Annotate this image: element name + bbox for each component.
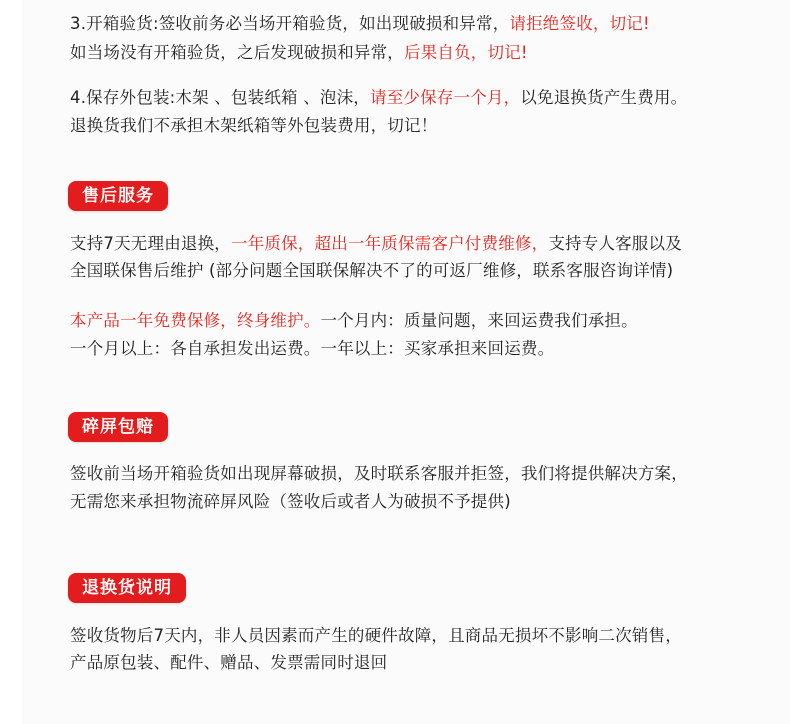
return-policy-badge: 退换货说明 (68, 573, 186, 603)
after-sales-text-b: 支持专人客服以及 (548, 234, 682, 253)
item3-line1 (70, 12, 650, 36)
after-sales-warranty: 一年质保，超出一年质保需客户付费维修， (231, 234, 549, 253)
after-sales-p2-line1 (70, 309, 638, 333)
screen-damage-text: 签收前当场开箱验货如出现屏幕破损，及时联系客服并拒签，我们将提供解决方案， (70, 464, 688, 483)
screen-damage-badge: 碎屏包赔 (68, 412, 168, 442)
return-policy-line1 (70, 624, 682, 648)
screen-damage-line1 (70, 462, 688, 486)
after-sales-shipping: 一个月内：质量问题，来回运费我们承担。 (320, 311, 638, 330)
after-sales-p2-line2 (70, 337, 554, 361)
item4-text: 4.保存外包装:木架 、包装纸箱 、泡沫， (70, 88, 370, 107)
after-sales-text: 支持7天无理由退换， (70, 234, 231, 253)
after-sales-shipping-2: 一个月以上：各自承担发出运费。一年以上：买家承担来回运费。 (70, 339, 555, 358)
after-sales-free-repair: 本产品一年免费保修，终身维护。 (70, 311, 321, 330)
return-policy-line2 (70, 651, 387, 675)
screen-damage-line2 (70, 490, 511, 514)
item4-text-2: 退换货我们不承担木架纸箱等外包装费用，切记！ (70, 116, 438, 135)
item4-line2 (70, 114, 437, 138)
item3-text-2: 如当场没有开箱验货，之后发现破损和异常， (70, 43, 404, 62)
item3-line2 (70, 41, 528, 65)
item4-text-b: 以免退换货产生费用。 (520, 88, 688, 107)
item3-warning: 请拒绝签收，切记! (509, 14, 650, 33)
left-margin-strip (0, 0, 22, 724)
item4-warning: 请至少保存一个月， (370, 88, 521, 107)
after-sales-badge: 售后服务 (68, 181, 168, 211)
item3-warning-2: 后果自负，切记! (404, 43, 528, 62)
after-sales-p1-line1 (70, 232, 682, 256)
return-policy-text-2: 产品原包装、配件、赠品、发票需同时退回 (70, 653, 388, 672)
after-sales-p1-line2 (70, 259, 673, 283)
screen-damage-text-2: 无需您来承担物流碎屏风险（签收后或者人为破损不予提供) (70, 492, 511, 511)
after-sales-text-2: 全国联保售后维护 (部分问题全国联保解决不了的可返厂维修，联系客服咨询详情) (70, 261, 674, 280)
item4-line1 (70, 86, 687, 110)
return-policy-text: 签收货物后7天内，非人员因素而产生的硬件故障，且商品无损坏不影响二次销售， (70, 626, 682, 645)
item3-text: 3.开箱验货:签收前务必当场开箱验货，如出现破损和异常， (70, 14, 510, 33)
